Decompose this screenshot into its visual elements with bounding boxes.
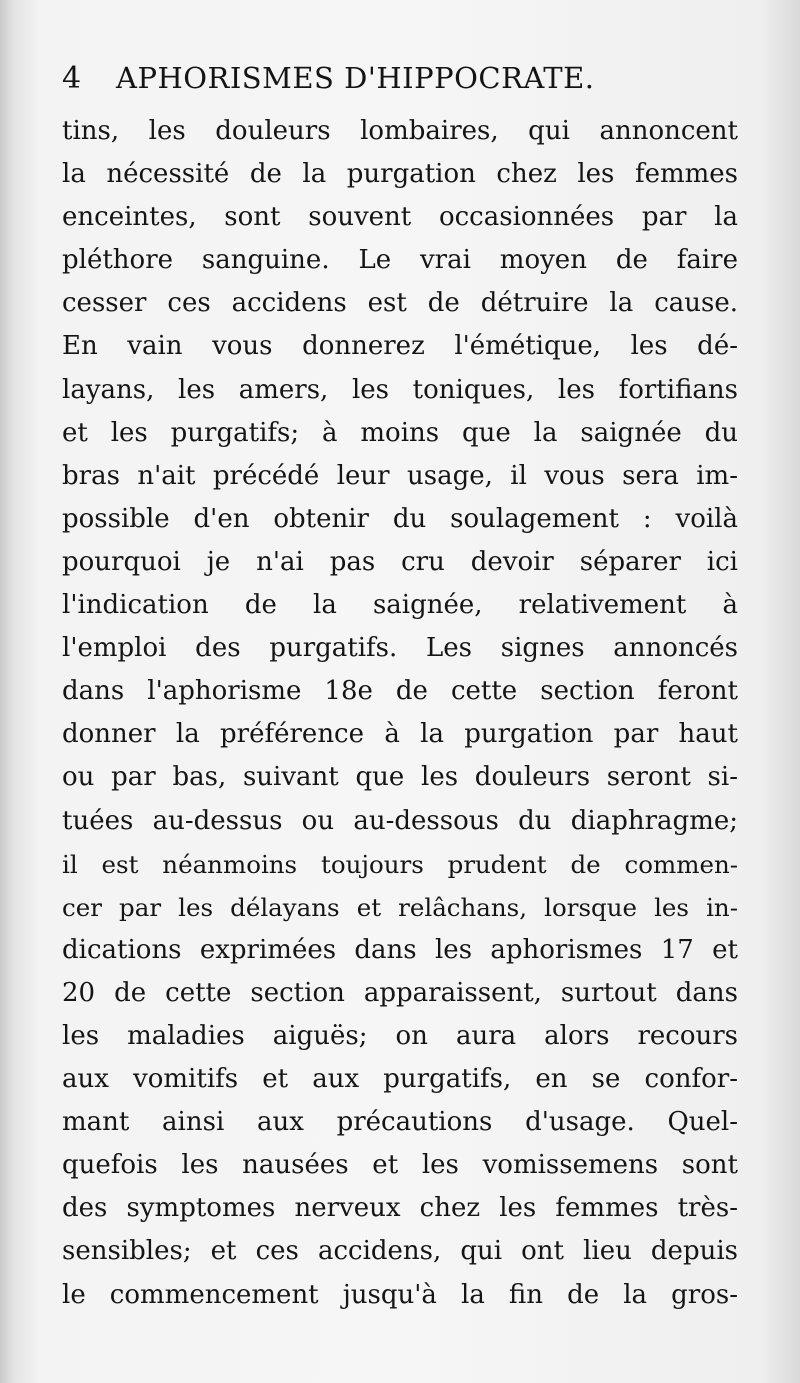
text-line: cesser ces accidens est de détruire la cause. [62, 288, 738, 319]
text-line: possible d'en obtenir du soulagement : voilà [62, 503, 738, 534]
text-line: des symptomes nerveux chez les femmes très- [62, 1193, 738, 1224]
text-line: le commencement jusqu'à la fin de la gros- [62, 1279, 738, 1310]
text-line: donner la préférence à la purgation par haut [62, 719, 738, 750]
text-line: En vain vous donnerez l'émétique, les dé- [62, 331, 738, 362]
text-line: layans, les amers, les toniques, les fortifians [62, 374, 738, 405]
text-line: tins, les douleurs lombaires, qui annoncent [62, 116, 738, 146]
text-line: 20 de cette section apparaissent, surtout dans [62, 977, 738, 1008]
text-line: il est néanmoins toujours prudent de commen- [62, 849, 738, 879]
text-line: dications exprimées dans les aphorismes 17 et [62, 934, 738, 965]
text-line: les maladies aiguës; on aura alors recours [62, 1020, 738, 1051]
text-line: quefois les nausées et les vomissemens sont [62, 1150, 738, 1181]
text-line: et les purgatifs; à moins que la saignée du [62, 417, 738, 448]
text-line: cer par les délayans et relâchans, lorsque les in- [62, 892, 738, 922]
text-line: pléthore sanguine. Le vrai moyen de faire [62, 245, 738, 276]
text-line: tuées au-dessus ou au-dessous du diaphragme; [62, 805, 738, 836]
text-line: l'indication de la saignée, relativement à [62, 590, 738, 621]
text-line: sensibles; et ces accidens, qui ont lieu depuis [62, 1236, 738, 1267]
text-line: l'emploi des purgatifs. Les signes annoncés [62, 633, 738, 664]
text-line: mant ainsi aux précautions d'usage. Quel- [62, 1107, 738, 1138]
text-line: ou par bas, suivant que les douleurs seront si- [62, 762, 738, 793]
page-number: 4 [62, 61, 82, 96]
running-title: APHORISMES D'HIPPOCRATE. [116, 61, 595, 95]
text-line: bras n'ait précédé leur usage, il vous sera im- [62, 460, 738, 491]
text-line: dans l'aphorisme 18e de cette section feront [62, 676, 738, 707]
body-text [62, 110, 738, 1317]
text-line: enceintes, sont souvent occasionnées par la [62, 202, 738, 233]
text-line: aux vomitifs et aux purgatifs, en se confor- [62, 1064, 738, 1095]
text-line: la nécessité de la purgation chez les femmes [62, 159, 738, 190]
text-line: pourquoi je n'ai pas cru devoir séparer ici [62, 546, 738, 577]
page-header [62, 55, 742, 109]
